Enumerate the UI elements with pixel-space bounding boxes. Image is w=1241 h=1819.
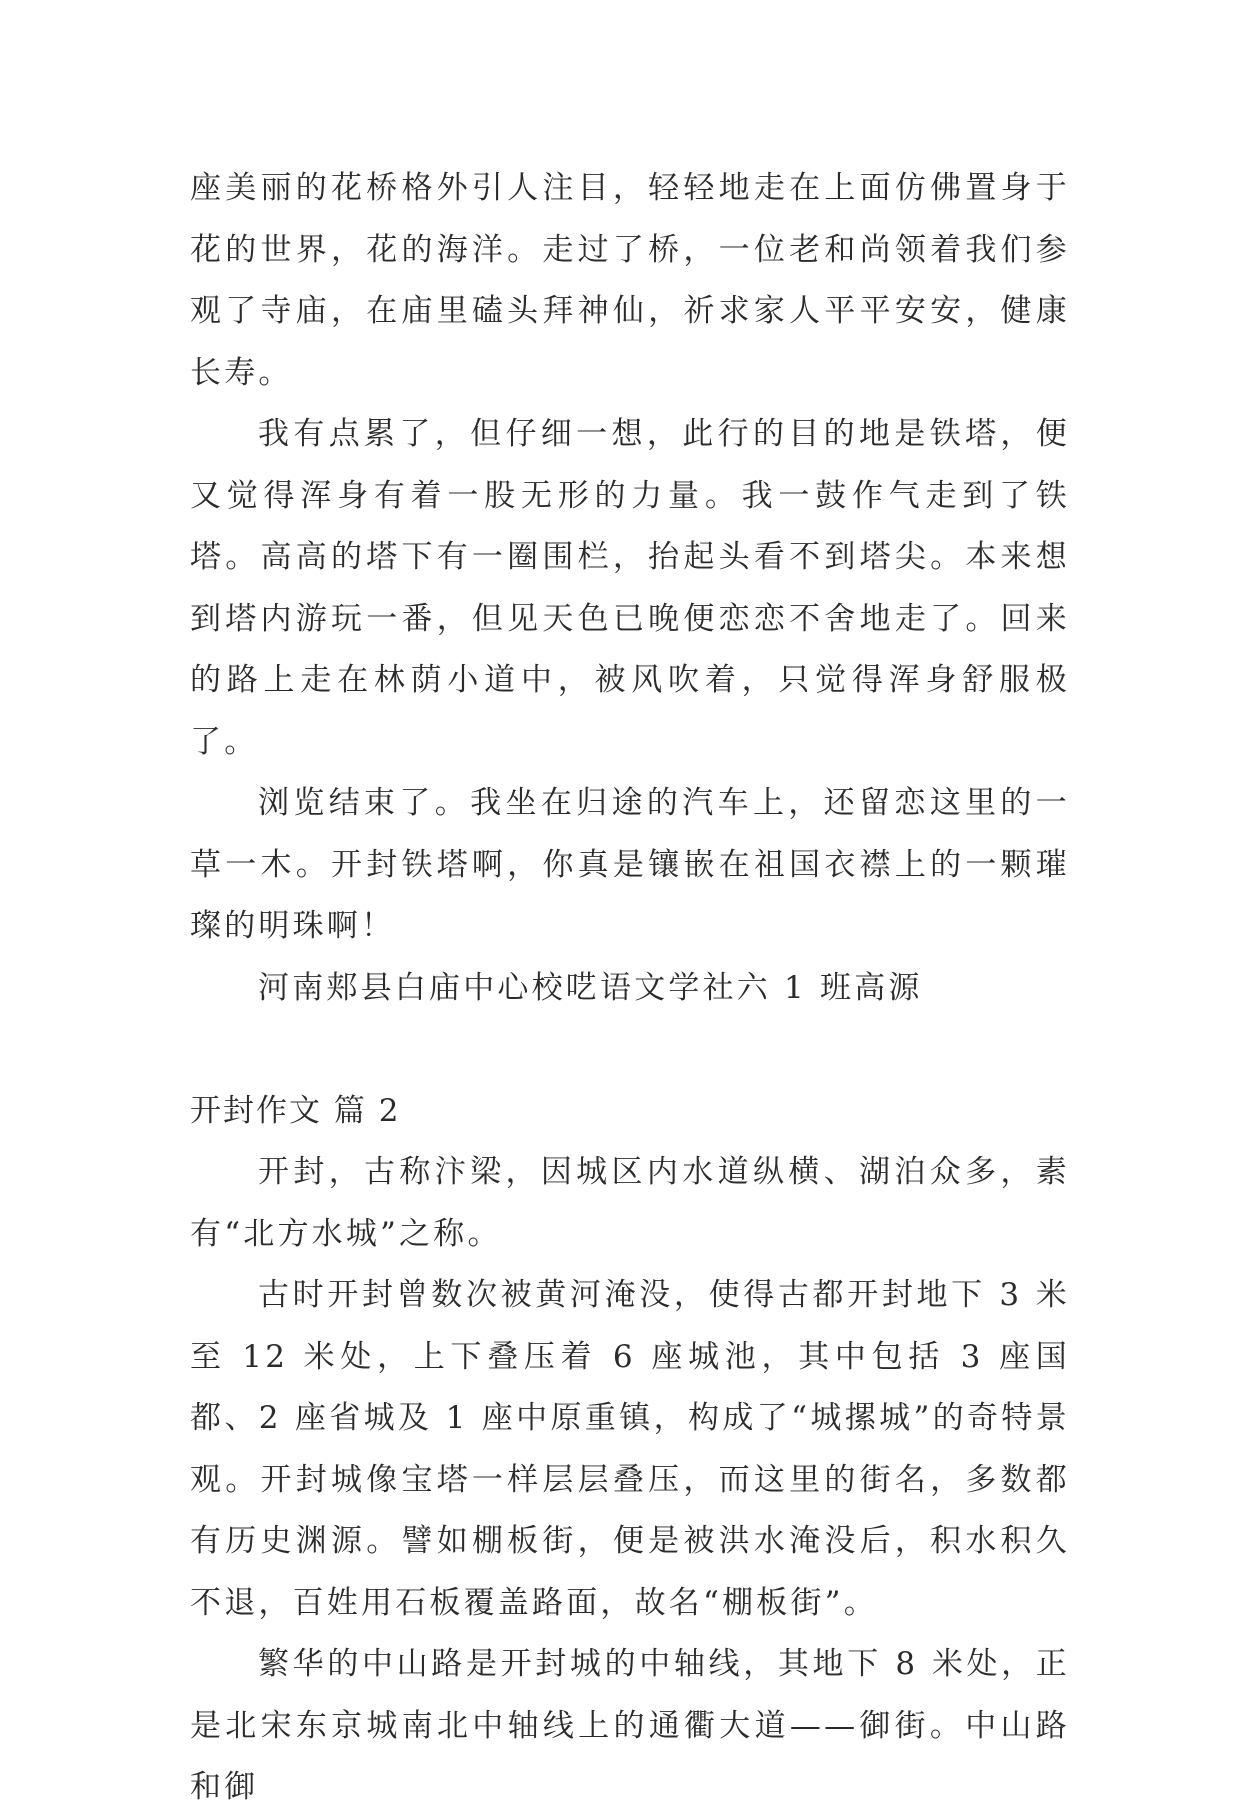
paragraph-iron-tower: 我有点累了，但仔细一想，此行的目的地是铁塔，便又觉得浑身有着一股无形的力量。我一鼓作气走到了铁塔。高高的塔下有一圈围栏，抬起头看不到塔尖。本来想到塔内游玩一番，但见天色已晚便恋恋不舍地走了。回来的路上走在林荫小道中，被风吹着，只觉得浑身舒服极了。 <box>190 416 1070 760</box>
document-body <box>190 158 1070 1819</box>
section-spacer <box>190 1019 1070 1081</box>
author-signature: 河南郏县白庙中心校呓语文学社六 1 班高源 <box>258 969 923 1006</box>
paragraph-zhongshan-road: 繁华的中山路是开封城的中轴线，其地下 8 米处，正是北宋东京城南北中轴线上的通衢大道——御街。中山路和御 <box>190 1646 1070 1805</box>
paragraph-flower-bridge: 座美丽的花桥格外引人注目，轻轻地走在上面仿佛置身于花的世界，花的海洋。走过了桥，一位老和尚领着我们参观了寺庙，在庙里磕头拜神仙，祈求家人平平安安，健康长寿。 <box>190 170 1070 391</box>
section-heading: 开封作文 篇 2 <box>190 1092 401 1129</box>
paragraph-conclusion: 浏览结束了。我坐在归途的汽车上，还留恋这里的一草一木。开封铁塔啊，你真是镶嵌在祖国衣襟上的一颗璀璨的明珠啊！ <box>190 785 1070 944</box>
paragraph-city-layers: 古时开封曾数次被黄河淹没，使得古都开封地下 3 米至 12 米处，上下叠压着 6 座城池，其中包括 3 座国都、2 座省城及 1 座中原重镇，构成了“城摞城”的奇特景观。开封城像宝塔一样层层叠压，而这里的街名，多数都有历史渊源。譬如棚板街，便是被洪水淹没后，积水积久不退，百姓用石板覆盖路面，故名“棚板街”。 <box>190 1277 1070 1621</box>
paragraph-bianliang: 开封，古称汴梁，因城区内水道纵横、湖泊众多，素有“北方水城”之称。 <box>190 1154 1070 1252</box>
